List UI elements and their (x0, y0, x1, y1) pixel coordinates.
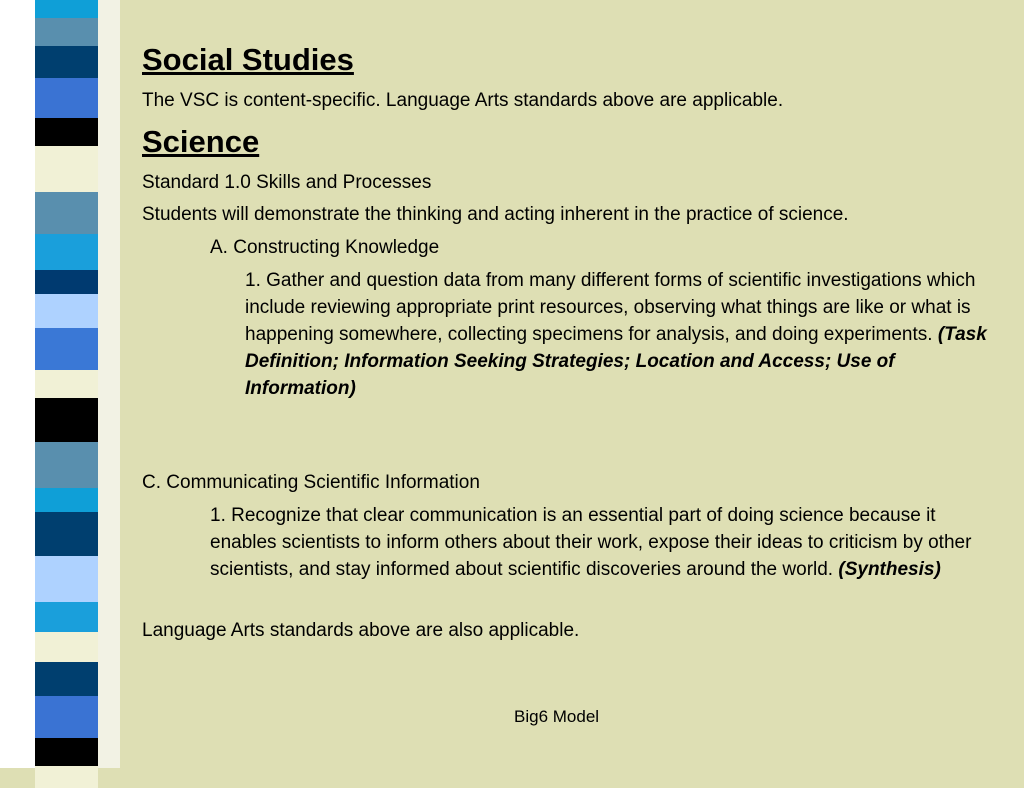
stripe (35, 370, 98, 398)
stripe (35, 146, 98, 192)
stripe (35, 632, 98, 662)
item-c1-text: 1. Recognize that clear communication is an essential part of doing science because it enables scientists to inform others about their work, expose their ideas to criticism by other scientists, and stay informed about scientific discoveries around the world. (210, 505, 972, 580)
heading-science: Science (142, 124, 260, 159)
stripe (35, 328, 98, 370)
stripe (35, 118, 98, 146)
stripe (35, 46, 98, 78)
stripe (35, 0, 98, 18)
science-standard: Standard 1.0 Skills and Processes (142, 172, 432, 193)
decorative-stripes (35, 0, 98, 768)
stripe (35, 442, 98, 488)
section-a-heading: A. Constructing Knowledge (210, 237, 440, 258)
stripe (35, 270, 98, 294)
stripe (35, 662, 98, 696)
closing-text: Language Arts standards above are also applicable. (142, 620, 580, 641)
stripe (35, 488, 98, 512)
heading-social-studies: Social Studies (142, 42, 354, 77)
item-a1-text: 1. Gather and question data from many different forms of scientific investigations which include reviewing appropriate print resources, observing what things are like or what is happening somewhere, collecting specimens for analysis, and doing experiments. (245, 270, 976, 345)
item-c1-tags: (Synthesis) (838, 559, 941, 580)
footer-label: Big6 Model (514, 707, 600, 726)
stripe (35, 602, 98, 632)
item-c1 (210, 502, 1000, 583)
item-a1 (245, 267, 1005, 402)
science-intro: Students will demonstrate the thinking and acting inherent in the practice of science. (142, 204, 849, 225)
item-a1-tags: (Task Definition; Information Seeking Strategies; Location and Access; Use of Information) (245, 324, 987, 399)
decorative-border (0, 0, 120, 768)
stripe (35, 398, 98, 442)
stripe (35, 738, 98, 766)
stripe (35, 192, 98, 234)
stripe (35, 556, 98, 602)
stripe (35, 766, 98, 788)
stripe (35, 18, 98, 46)
stripe (35, 696, 98, 738)
stripe (35, 234, 98, 270)
stripe (35, 78, 98, 118)
social-studies-text: The VSC is content-specific. Language Arts standards above are applicable. (142, 90, 784, 111)
stripe (35, 512, 98, 556)
border-edge (98, 0, 120, 768)
stripe (35, 294, 98, 328)
section-c-heading: C. Communicating Scientific Information (142, 472, 480, 493)
